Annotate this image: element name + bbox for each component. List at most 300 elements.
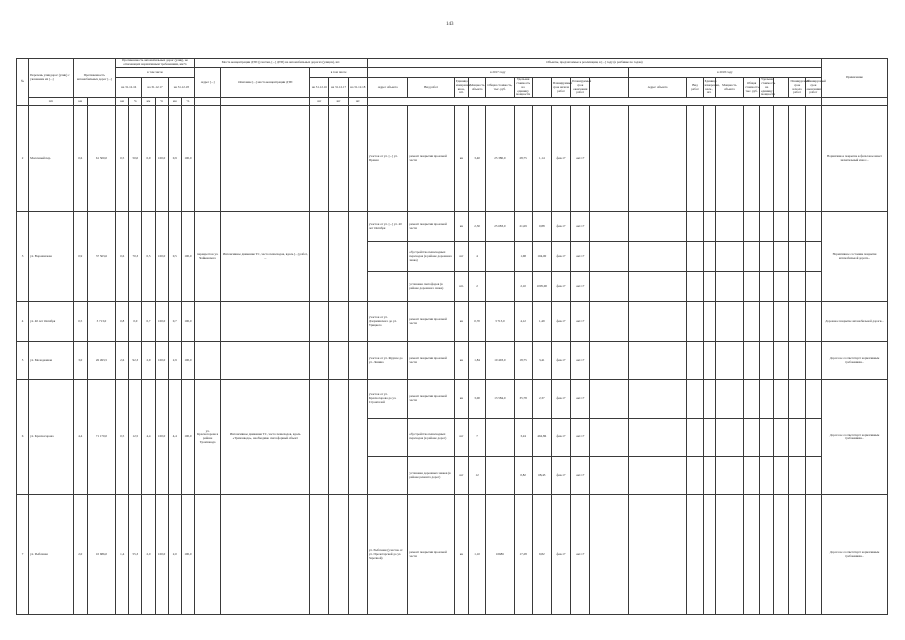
year-2-cell — [760, 272, 774, 302]
normative-pct-2: 100,0 — [155, 342, 168, 380]
year-2-cell — [760, 418, 774, 456]
header-total-cost-2: Общая стоимость, тыс. руб. — [744, 78, 760, 98]
y1-extra — [590, 495, 628, 615]
dtp-address: ул. Красногорова в районе Трамзавода — [195, 380, 221, 495]
unit-dtp-1: шт — [310, 98, 329, 106]
normative-km-2: 0,5 — [142, 212, 155, 302]
header-row-units — [17, 98, 888, 106]
year-2-cell — [715, 272, 743, 302]
year-2-cell — [789, 418, 805, 456]
header-row-2 — [17, 68, 888, 78]
work-end: окт.17 — [571, 106, 590, 212]
year-2-cell — [687, 106, 703, 212]
normative-pct-1: 55,3 — [129, 495, 142, 615]
work-unit: шт — [454, 456, 468, 494]
dtp-count-2 — [329, 106, 348, 212]
year-2-cell — [774, 418, 789, 456]
header-row-1 — [17, 59, 888, 68]
dtp-count-2 — [329, 342, 348, 380]
dtp-count-3 — [348, 302, 367, 342]
work-end: окт.17 — [571, 302, 590, 342]
year-2-cell — [805, 242, 821, 272]
year-2-cell — [774, 106, 789, 212]
dtp-description — [221, 106, 310, 212]
year-2-cell — [789, 106, 805, 212]
work-volume: 2 — [469, 272, 486, 302]
year-2-cell — [703, 242, 715, 272]
work-unit-cost: 0,88 — [532, 212, 551, 242]
work-cost-per-unit: 28,75 — [514, 106, 532, 212]
unit-blank — [367, 98, 821, 106]
street-name: ул. Ворошилова — [29, 212, 73, 302]
year-2-cell — [628, 272, 687, 302]
street-name: ул. Красногорова — [29, 380, 73, 495]
year-2-cell — [774, 212, 789, 242]
year-2-cell — [687, 342, 703, 380]
work-cost-per-unit: 17,28 — [514, 495, 532, 615]
unit-km-3: км — [168, 98, 181, 106]
work-unit-cost: 9,82 — [532, 495, 551, 615]
normative-pct-1: 50,0 — [129, 106, 142, 212]
year-2-cell — [703, 456, 715, 494]
work-end: окт.17 — [571, 342, 590, 380]
header-num: № — [17, 59, 29, 106]
work-total-cost — [486, 242, 514, 272]
length-km: 0,9 — [73, 212, 87, 302]
year-2-cell — [744, 380, 760, 418]
row-number: 7 — [17, 495, 29, 615]
work-unit: шт — [454, 242, 468, 272]
length-km: 0,5 — [73, 302, 87, 342]
normative-km-2: 2,9 — [142, 342, 155, 380]
dtp-count-2 — [329, 212, 348, 302]
length-total: 26 493,5 — [87, 342, 115, 380]
year-2-cell — [744, 212, 760, 242]
header-dtp-including: в том числе — [310, 68, 368, 78]
header-specific-cost: Удельная стоимость на единицу мощности — [514, 78, 532, 98]
length-km: 4,4 — [73, 380, 87, 495]
year-2-cell — [687, 302, 703, 342]
header-unit-2: Единица измерения, кв.м., шт. — [703, 78, 715, 98]
dtp-address — [195, 106, 221, 212]
normative-km-1: 0,5 — [116, 106, 129, 212]
work-unit: кв — [454, 212, 468, 242]
year-2-cell — [805, 212, 821, 242]
work-start: фев.17 — [551, 212, 570, 242]
table-row — [17, 302, 888, 342]
work-type: ремонт покрытия проезжей части — [408, 212, 455, 242]
normative-pct-2: 100,0 — [155, 106, 168, 212]
year-2-cell — [774, 495, 789, 615]
work-cost-per-unit: 18,75 — [514, 342, 532, 380]
work-unit: кв — [454, 342, 468, 380]
year-2-cell — [703, 106, 715, 212]
year-2-cell — [687, 418, 703, 456]
year-2-cell — [789, 242, 805, 272]
normative-km-3: 0,5 — [168, 212, 181, 302]
year-2-cell — [715, 456, 743, 494]
object-address: участок от ул. Дзержинского до ул. Урицкого — [367, 302, 407, 342]
work-type: установка светофоров (в районе дорожного знака) — [408, 272, 455, 302]
year-2-cell — [687, 212, 703, 242]
object-address — [367, 242, 407, 272]
work-unit: шт — [454, 418, 468, 456]
header-year-1: в 2017 году — [367, 68, 628, 78]
work-start: фев.17 — [551, 272, 570, 302]
year-2-cell — [744, 342, 760, 380]
work-volume: 0,70 — [469, 302, 486, 342]
header-length: Протяженность автомобильных дорог [...] — [73, 59, 115, 98]
unit-pct-2: % — [155, 98, 168, 106]
year-2-cell — [703, 418, 715, 456]
header-object-address: Адрес объекта — [367, 78, 407, 98]
year-2-cell — [774, 242, 789, 272]
object-address — [367, 456, 407, 494]
row-number: 4 — [17, 302, 29, 342]
work-start: фев.17 — [551, 106, 570, 212]
work-type: обустройство пешеходных переходов (в районе дорожного знака) — [408, 242, 455, 272]
header-date-2: на 31.12.17 — [142, 78, 168, 98]
normative-km-3: 0,9 — [168, 106, 181, 212]
year-2-cell — [628, 342, 687, 380]
work-cost-per-unit: 1,68 — [514, 242, 532, 272]
normative-km-3: 4,4 — [168, 380, 181, 495]
year-2-cell — [789, 212, 805, 242]
work-unit-cost: 3,41 — [532, 342, 551, 380]
work-total-cost: 25 683,0 — [486, 212, 514, 242]
unit-length-rub — [87, 98, 115, 106]
year-2-cell — [687, 242, 703, 272]
dtp-address: перекресток ул. Чайковского — [195, 212, 221, 302]
year-2-cell — [703, 302, 715, 342]
work-volume: 12 — [469, 456, 486, 494]
dtp-description: Интенсивное движение ТС, часто пешеходов, вдоль «Трамзавода», необходимо светофорный объект — [221, 380, 310, 495]
header-dtp-count-3: на 31.12.18 — [348, 78, 367, 98]
year-2-cell — [805, 495, 821, 615]
normative-pct-3: 100,0 — [181, 212, 194, 302]
year-2-cell — [760, 495, 774, 615]
work-total-cost — [486, 272, 514, 302]
dtp-count-1 — [310, 342, 329, 380]
unit-dtp-2: шт — [329, 98, 348, 106]
row-note: Дорожное покрытие автомобильной дороги... — [821, 302, 887, 342]
work-unit-cost: 462,86 — [532, 418, 551, 456]
year-2-cell — [715, 495, 743, 615]
year-2-cell — [789, 342, 805, 380]
year-2-cell — [715, 302, 743, 342]
work-cost-per-unit: 21,69 — [514, 212, 532, 242]
normative-pct-2: 100,0 — [155, 302, 168, 342]
dtp-address — [195, 302, 221, 342]
work-volume: 4 — [469, 242, 486, 272]
header-unit: Единица измерения, кв.м., шт. — [454, 78, 468, 98]
year-2-cell — [715, 342, 743, 380]
dtp-description — [221, 342, 310, 380]
work-unit-cost: 1,14 — [532, 106, 551, 212]
normative-km-3: 0,7 — [168, 302, 181, 342]
unit-dtp-address — [195, 98, 221, 106]
unit-km-1: км — [116, 98, 129, 106]
year-2-cell — [774, 272, 789, 302]
year-2-cell — [703, 342, 715, 380]
work-volume: 2,30 — [469, 212, 486, 242]
street-name: ул. Молодежная — [29, 342, 73, 380]
year-2-cell — [744, 495, 760, 615]
work-start: фев.17 — [551, 418, 570, 456]
header-specific-cost-2: Удельная стоимость на единицу мощности — [761, 77, 776, 97]
year-2-cell — [628, 380, 687, 418]
work-volume: 3,00 — [469, 380, 486, 418]
year-2-cell — [703, 272, 715, 302]
object-address: участок от ул. [...] ул. 40 лет Октября — [367, 212, 407, 242]
work-unit-cost: 2,37 — [532, 380, 551, 418]
work-end: окт.17 — [571, 242, 590, 272]
header-dtp-address: Адрес [...] — [195, 68, 221, 98]
y1-extra — [590, 380, 628, 418]
row-number: 5 — [17, 342, 29, 380]
normative-pct-1: 12,5 — [129, 380, 142, 495]
year-2-cell — [760, 302, 774, 342]
road-register-table — [16, 58, 888, 615]
work-type: ремонт покрытия проезжей части — [408, 106, 455, 212]
year-2-cell — [805, 418, 821, 456]
year-2-cell — [805, 302, 821, 342]
work-volume: 7 — [469, 418, 486, 456]
normative-km-2: 4,4 — [142, 380, 155, 495]
work-type: ремонт покрытия проезжей части — [408, 380, 455, 418]
unit-street: п/п — [29, 98, 73, 106]
work-total-cost: 10 493,0 — [486, 342, 514, 380]
unit-dtp-3: шт — [348, 98, 367, 106]
year-2-cell — [774, 456, 789, 494]
normative-km-2: 0,7 — [142, 302, 155, 342]
row-note: Дорога не соответствует нормативным требованиям... — [821, 380, 887, 495]
unit-km-2: км — [142, 98, 155, 106]
normative-pct-1: 0,0 — [129, 302, 142, 342]
dtp-count-2 — [329, 302, 348, 342]
year-2-cell — [687, 272, 703, 302]
dtp-count-2 — [329, 380, 348, 495]
table-row — [17, 380, 888, 418]
normative-km-1: 0,5 — [116, 380, 129, 495]
year-2-cell — [774, 342, 789, 380]
header-unit-cost-2 — [774, 78, 789, 98]
year-2-cell — [744, 106, 760, 212]
dtp-count-1 — [310, 495, 329, 615]
normative-km-2: 2,0 — [142, 495, 155, 615]
year-2-cell — [805, 456, 821, 494]
year-2-cell — [744, 242, 760, 272]
dtp-count-3 — [348, 342, 367, 380]
year-2-cell — [805, 272, 821, 302]
header-dtp: Места концентрации ДТП (участки, [...] ДТП) на автомобильных дорогах (улицах), шт. — [195, 59, 368, 68]
year-2-cell — [687, 380, 703, 418]
normative-km-1: 1,4 — [116, 495, 129, 615]
year-2-cell — [760, 106, 774, 212]
header-total-cost: Общая стоимость, тыс. руб. — [486, 78, 514, 98]
normative-pct-1: 92,3 — [129, 342, 142, 380]
row-number: 6 — [17, 380, 29, 495]
work-end: окт.17 — [571, 212, 590, 242]
page-number: 143 — [446, 22, 454, 27]
work-cost-per-unit: 3,24 — [514, 418, 532, 456]
year-2-cell — [789, 380, 805, 418]
length-total: 3 713,0 — [87, 302, 115, 342]
unit-pct-1: % — [129, 98, 142, 106]
header-end: Планируемый срок окончания работ — [571, 78, 590, 98]
unit-length-km: км — [73, 98, 87, 106]
work-unit: кв — [454, 302, 468, 342]
normative-pct-3: 100,0 — [181, 495, 194, 615]
year-2-cell — [744, 302, 760, 342]
year-2-cell — [744, 418, 760, 456]
header-date-1: на 31.12.16 — [116, 78, 142, 98]
work-type: ремонт покрытия проезжей части — [408, 342, 455, 380]
work-total-cost — [486, 456, 514, 494]
y1-extra — [590, 106, 628, 212]
work-unit: кв — [454, 106, 468, 212]
work-unit-cost: 104,00 — [532, 242, 551, 272]
row-number: 2 — [17, 106, 29, 212]
work-end: окт.17 — [571, 418, 590, 456]
work-end: окт.17 — [571, 495, 590, 615]
year-2-cell — [715, 380, 743, 418]
y1-extra — [590, 242, 628, 272]
work-total-cost: 25 380,0 — [486, 106, 514, 212]
dtp-count-2 — [329, 495, 348, 615]
year-2-cell — [628, 302, 687, 342]
header-object-address-2: Адрес объекта — [628, 78, 687, 98]
year-2-cell — [760, 380, 774, 418]
work-total-cost: 3 713,0 — [486, 302, 514, 342]
header-normative: Протяженность автомобильных дорог (улиц), не отвечающих нормативным требованиям, км/% — [116, 59, 195, 68]
year-2-cell — [628, 106, 687, 212]
table-row — [17, 495, 888, 615]
work-type: обустройство пешеходных переходов (в районе дорог) — [408, 418, 455, 456]
header-street: Перечень улицдорог (улиц) с указанием их [...] — [29, 59, 73, 98]
header-note: Примечание — [821, 59, 887, 98]
work-total-cost — [486, 418, 514, 456]
street-name: ул. 40 лет Октября — [29, 302, 73, 342]
header-dtp-desc: Описание [...] места концентрации ДТП — [221, 68, 310, 98]
work-cost-per-unit: 2,10 — [514, 272, 532, 302]
normative-pct-3: 100,0 — [181, 106, 194, 212]
row-note: Нормативное состояние покрытия автомобильной дороги... — [821, 212, 887, 302]
work-unit: кв — [454, 495, 468, 615]
length-total: 37 563,6 — [87, 212, 115, 302]
y1-extra — [590, 456, 628, 494]
dtp-count-3 — [348, 106, 367, 212]
year-2-cell — [789, 302, 805, 342]
normative-pct-1: 70,3 — [129, 212, 142, 302]
header-date-3: на 31.12.18 — [168, 78, 194, 98]
year-2-cell — [687, 456, 703, 494]
header-volume: Мощность объекта — [469, 78, 486, 98]
dtp-address — [195, 342, 221, 380]
dtp-count-3 — [348, 495, 367, 615]
year-2-cell — [760, 242, 774, 272]
year-2-cell — [628, 495, 687, 615]
dtp-description — [221, 302, 310, 342]
row-number: 3 — [17, 212, 29, 302]
dtp-count-3 — [348, 212, 367, 302]
normative-km-1: 0,8 — [116, 302, 129, 342]
dtp-count-1 — [310, 380, 329, 495]
object-address: ул. Рыбачная (участок от ул. Пролетарской до ул. Заречной) — [367, 495, 407, 615]
length-total: 71 170,0 — [87, 380, 115, 495]
work-volume: 3,40 — [469, 106, 486, 212]
normative-km-3: 2,9 — [168, 342, 181, 380]
work-total-cost: 13 584,0 — [486, 380, 514, 418]
year-2-cell — [774, 302, 789, 342]
y1-extra — [590, 212, 628, 242]
normative-pct-2: 100,0 — [155, 380, 168, 495]
year-2-cell — [760, 456, 774, 494]
year-2-cell — [789, 456, 805, 494]
work-unit: кв — [454, 380, 468, 418]
year-2-cell — [789, 272, 805, 302]
row-note: Нормативное покрытие асфальтовое имеет значительный износ... — [821, 106, 887, 212]
header-dtp-count-1: на 31.12.16 — [310, 78, 329, 98]
header-unit-cost — [532, 78, 551, 98]
header-y1-extra — [590, 78, 628, 98]
year-2-cell — [703, 212, 715, 242]
street-name: Молочный пер. — [29, 106, 73, 212]
header-dtp-count-2: на 31.12.17 — [329, 78, 348, 98]
length-total: 61 500,0 — [87, 106, 115, 212]
normative-pct-2: 100,0 — [155, 495, 168, 615]
year-2-cell — [703, 380, 715, 418]
year-2-cell — [715, 212, 743, 242]
year-2-cell — [715, 106, 743, 212]
year-2-cell — [715, 418, 743, 456]
row-note: Дорога не соответствует нормативным требованиям... — [821, 342, 887, 380]
year-2-cell — [789, 495, 805, 615]
length-km: 3,0 — [73, 342, 87, 380]
dtp-address — [195, 495, 221, 615]
header-objects: Объекты, предлагаемые к реализации, в [...] году (в разбивке по годам) — [367, 59, 821, 68]
work-volume: 1,84 — [469, 342, 486, 380]
year-2-cell — [715, 242, 743, 272]
work-type: ремонт покрытия проезжей части — [408, 495, 455, 615]
work-end: окт.17 — [571, 380, 590, 418]
dtp-description — [221, 495, 310, 615]
header-year-2: в 2018 году — [628, 68, 821, 78]
header-row-3 — [17, 78, 888, 98]
work-unit-cost: 1,49 — [532, 302, 551, 342]
year-2-cell — [703, 495, 715, 615]
y1-extra — [590, 302, 628, 342]
unit-dtp-desc — [221, 98, 310, 106]
dtp-count-1 — [310, 212, 329, 302]
header-work-type: Вид работ — [408, 78, 455, 98]
object-address: участок от ул. Красногорова до ул. Строителей — [367, 380, 407, 418]
work-cost-per-unit: 4,12 — [514, 302, 532, 342]
work-end: окт.17 — [571, 456, 590, 494]
year-2-cell — [744, 272, 760, 302]
year-2-cell — [628, 456, 687, 494]
y1-extra — [590, 418, 628, 456]
work-unit: шт. — [454, 272, 468, 302]
row-note: Дорога не соответствует нормативным требованиям... — [821, 495, 887, 615]
year-2-cell — [805, 380, 821, 418]
work-total-cost: 10686 — [486, 495, 514, 615]
year-2-cell — [628, 418, 687, 456]
table-row — [17, 106, 888, 212]
normative-km-2: 0,9 — [142, 106, 155, 212]
year-2-cell — [774, 380, 789, 418]
table-row — [17, 342, 888, 380]
